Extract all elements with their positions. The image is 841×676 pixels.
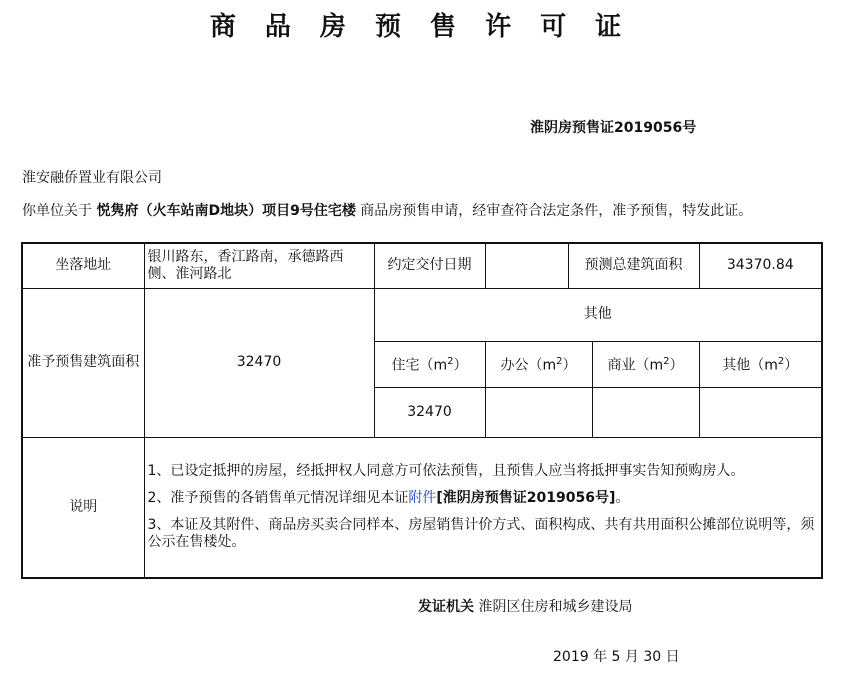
- col-other: 其他$(m^2)$: [699, 341, 822, 387]
- commercial-value: [592, 387, 699, 437]
- issuer-value: 淮阴区住房和城乡建设局: [474, 599, 633, 615]
- notes-content: [144, 437, 822, 578]
- issuer-label: 发证机关: [418, 599, 474, 615]
- col-commercial: 商业$(m^2)$: [592, 341, 699, 387]
- note-1: 1、已设定抵押的房屋，经抵押权人同意方可依法预售，且预售人应当将抵押事实告知预购房人。: [147, 463, 745, 480]
- intro-suffix: 商品房预售申请，经审查符合法定条件，准予预售，特发此证。: [355, 203, 753, 219]
- note-3: 3、本证及其附件、商品房买卖合同样本、房屋销售计价方式、面积构成、共有共用面积公摊部位说明等，须公示在售楼处。: [147, 517, 815, 551]
- issue-date: 2019 年 5 月 30 日: [553, 649, 680, 665]
- permit-table: [21, 242, 823, 579]
- delivery-date-value: [485, 243, 568, 288]
- approved-area-label: 准予预售建筑面积: [22, 288, 144, 437]
- other-value: [699, 387, 822, 437]
- col-residential: 住宅$(m^2)$: [374, 341, 485, 387]
- total-area-value: 34370.84: [699, 243, 822, 288]
- residential-value: 32470: [374, 387, 485, 437]
- location-value: 银川路东，香江路南，承德路西侧、淮河路北: [144, 243, 374, 288]
- project-name: 悦隽府（火车站南D地块）项目9号住宅楼: [96, 203, 356, 219]
- certificate-number: 淮阴房预售证2019056号: [530, 120, 697, 136]
- col-office: 办公$(m^2)$: [485, 341, 592, 387]
- office-value: [485, 387, 592, 437]
- attachment-link[interactable]: 附件: [408, 490, 437, 507]
- company-name: 淮安融侨置业有限公司: [22, 170, 162, 186]
- intro-prefix: 你单位关于: [22, 203, 97, 219]
- delivery-date-label: 约定交付日期: [374, 243, 485, 288]
- note-2: 2、准予预售的各销售单元情况详细见本证附件[淮阴房预售证2019056号]。: [147, 490, 630, 507]
- page-title: 商 品 房 预 售 许 可 证: [209, 12, 632, 42]
- other-header: 其他: [374, 288, 822, 341]
- notes-label: 说明: [22, 437, 144, 578]
- approved-area-value: 32470: [144, 288, 374, 437]
- issuing-authority: [418, 596, 632, 616]
- note-2-ref: [淮阴房预售证2019056号]: [436, 490, 616, 507]
- total-area-label: 预测总建筑面积: [568, 243, 699, 288]
- intro-paragraph: [22, 203, 822, 220]
- location-label: 坐落地址: [22, 243, 144, 288]
